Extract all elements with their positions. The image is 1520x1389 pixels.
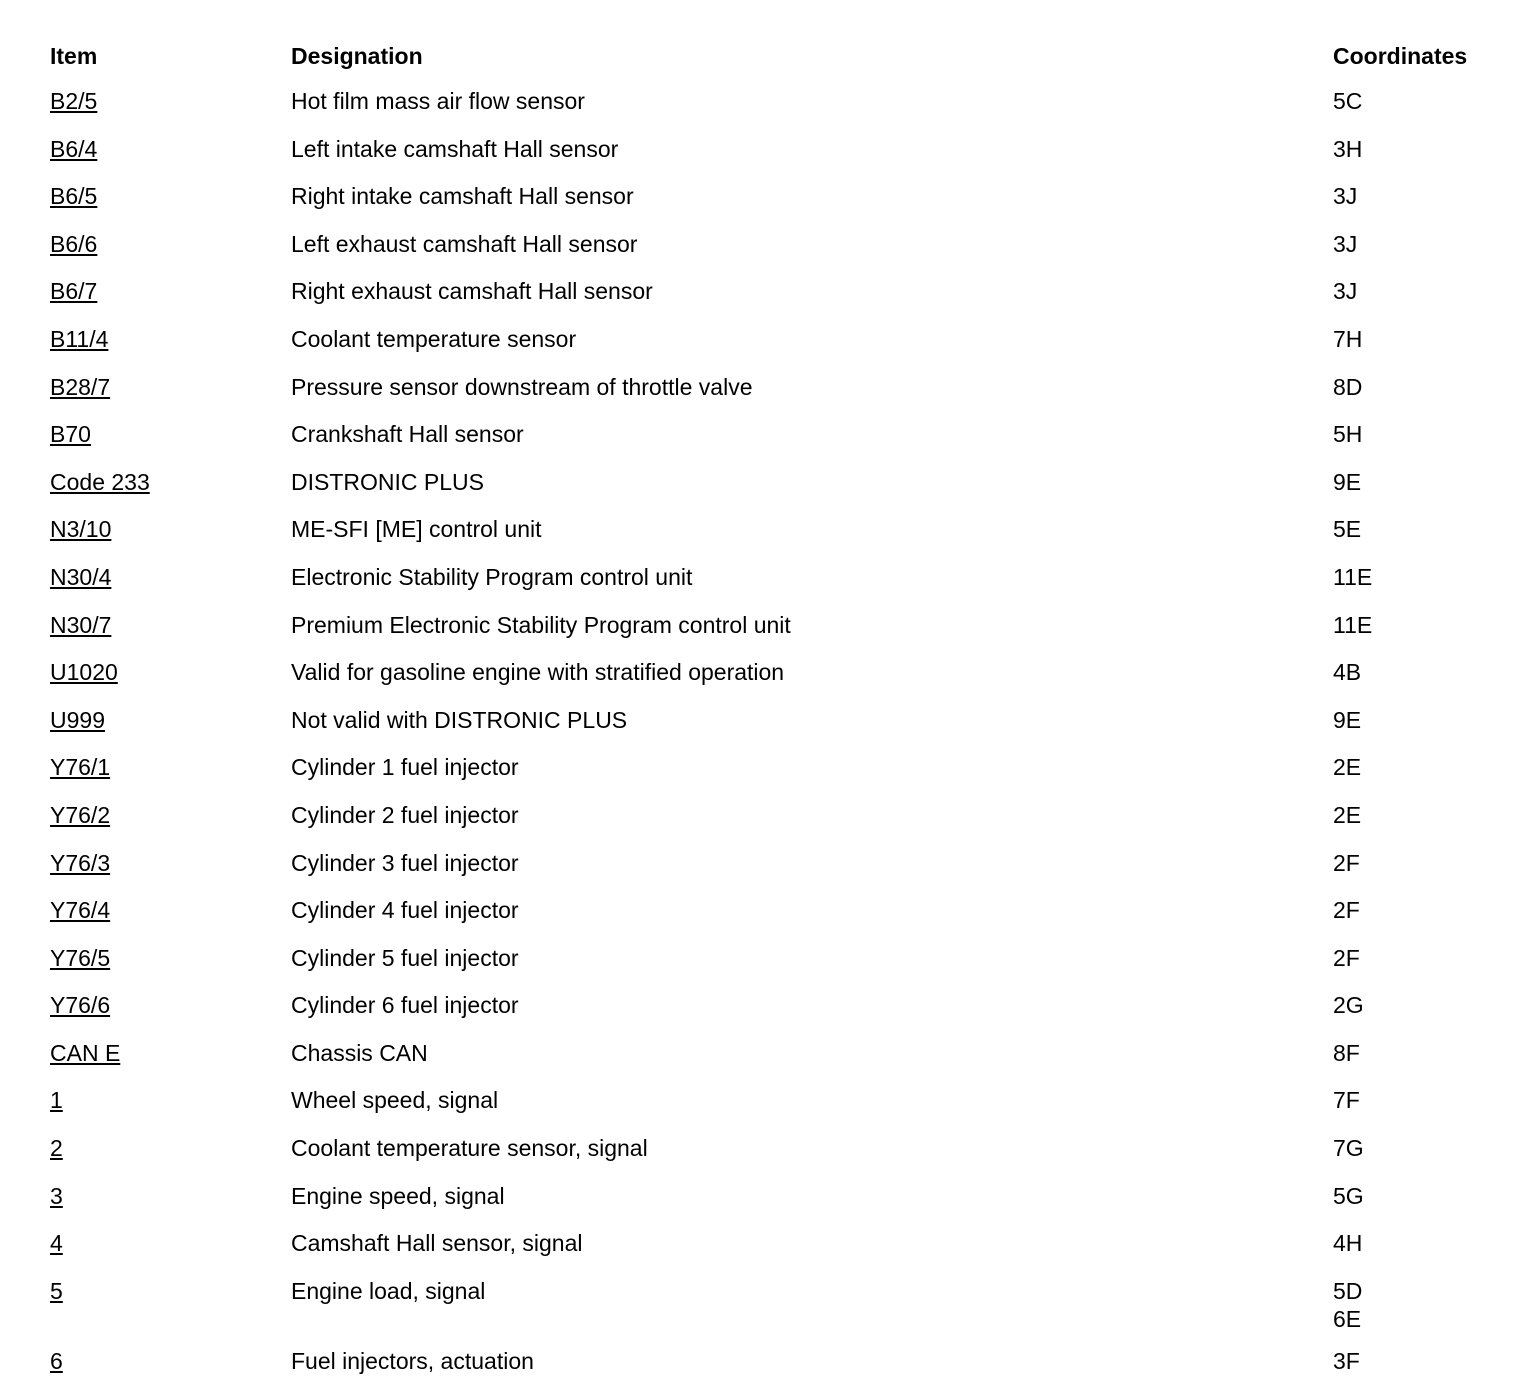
- coordinate-value: 2E: [1333, 801, 1362, 828]
- item-link[interactable]: Y76/5: [50, 944, 111, 971]
- item-link[interactable]: Y76/1: [50, 754, 111, 781]
- item-cell: [50, 1129, 291, 1177]
- item-cell: [50, 1272, 291, 1342]
- header-designation: Designation: [291, 43, 423, 69]
- item-link[interactable]: N30/4: [50, 563, 112, 590]
- designation-cell: Electronic Stability Program control unit: [291, 563, 693, 590]
- item-cell: [50, 130, 291, 178]
- coordinate-value: 9E: [1333, 468, 1362, 495]
- item-cell: [50, 844, 291, 892]
- designation-cell: DISTRONIC PLUS: [291, 468, 484, 495]
- coordinate-value: 5C: [1333, 88, 1363, 114]
- table-row: [50, 1342, 1493, 1389]
- table-row: [50, 558, 1493, 606]
- coordinate-value: 5H: [1333, 421, 1363, 448]
- coordinate-value: 11E: [1333, 563, 1373, 590]
- table-row: [50, 1034, 1493, 1082]
- coordinate-value: 2G: [1333, 992, 1364, 1019]
- table-row: [50, 796, 1493, 844]
- table-row: [50, 844, 1493, 892]
- coordinates-cell: [1333, 272, 1493, 320]
- table-row: [50, 320, 1493, 368]
- coordinate-value: 11E: [1333, 611, 1373, 638]
- table-row: [50, 415, 1493, 463]
- coordinate-value: 5D: [1333, 1277, 1363, 1304]
- coordinates-cell: [1333, 653, 1493, 701]
- coordinates-cell: [1333, 510, 1493, 558]
- coordinates-cell: [1333, 1272, 1493, 1342]
- table-row: [50, 1081, 1493, 1129]
- item-link[interactable]: 6: [50, 1347, 63, 1374]
- coordinate-value: 7H: [1333, 325, 1363, 352]
- item-link[interactable]: B6/7: [50, 278, 98, 305]
- item-link[interactable]: B6/6: [50, 230, 98, 257]
- table-row: [50, 463, 1493, 511]
- item-link[interactable]: B70: [50, 421, 91, 448]
- item-link[interactable]: Y76/3: [50, 849, 111, 876]
- coordinate-value: 4H: [1333, 1230, 1363, 1257]
- table-row: [50, 1224, 1493, 1272]
- designation-cell: Hot film mass air flow sensor: [291, 88, 585, 114]
- coordinate-value: 3J: [1333, 183, 1358, 210]
- table-row: [50, 130, 1493, 178]
- coordinate-value: 2F: [1333, 944, 1360, 971]
- designation-cell: Camshaft Hall sensor, signal: [291, 1230, 583, 1257]
- legend-table: [50, 36, 1493, 1389]
- coordinate-value: 6E: [1333, 1305, 1362, 1332]
- designation-cell: Cylinder 5 fuel injector: [291, 944, 519, 971]
- table-row: [50, 510, 1493, 558]
- item-cell: [50, 272, 291, 320]
- coordinates-cell: [1333, 701, 1493, 749]
- table-row: [50, 368, 1493, 416]
- item-cell: [50, 891, 291, 939]
- designation-cell: Left exhaust camshaft Hall sensor: [291, 230, 638, 257]
- table-row: [50, 891, 1493, 939]
- table-row: [50, 653, 1493, 701]
- item-cell: [50, 701, 291, 749]
- designation-cell: Right exhaust camshaft Hall sensor: [291, 278, 653, 305]
- item-cell: [50, 320, 291, 368]
- item-cell: [50, 558, 291, 606]
- item-cell: [50, 225, 291, 273]
- coordinate-value: 3J: [1333, 230, 1358, 257]
- designation-cell: Cylinder 1 fuel injector: [291, 754, 519, 781]
- designation-cell: Pressure sensor downstream of throttle valve: [291, 373, 753, 400]
- coordinates-cell: [1333, 1129, 1493, 1177]
- coordinate-value: 3H: [1333, 135, 1363, 162]
- item-link[interactable]: B6/4: [50, 135, 98, 162]
- designation-cell: Crankshaft Hall sensor: [291, 421, 524, 448]
- coordinates-cell: [1333, 130, 1493, 178]
- coordinate-value: 7F: [1333, 1087, 1360, 1114]
- item-cell: [50, 796, 291, 844]
- header-item: Item: [50, 43, 98, 69]
- item-link[interactable]: B11/4: [50, 325, 109, 352]
- legend-table-body: [50, 82, 1493, 1389]
- designation-cell: Premium Electronic Stability Program control unit: [291, 611, 791, 638]
- coordinates-cell: [1333, 796, 1493, 844]
- coordinate-value: 7G: [1333, 1135, 1364, 1162]
- coordinates-cell: [1333, 177, 1493, 225]
- item-link[interactable]: 4: [50, 1230, 63, 1257]
- item-cell: [50, 463, 291, 511]
- table-row: [50, 748, 1493, 796]
- item-cell: [50, 177, 291, 225]
- item-link[interactable]: 1: [50, 1087, 63, 1114]
- designation-cell: Cylinder 4 fuel injector: [291, 897, 519, 924]
- coordinates-cell: [1333, 1177, 1493, 1225]
- designation-cell: Left intake camshaft Hall sensor: [291, 135, 619, 162]
- designation-cell: Cylinder 3 fuel injector: [291, 849, 519, 876]
- table-row: [50, 1129, 1493, 1177]
- coordinates-cell: [1333, 463, 1493, 511]
- designation-cell: Fuel injectors, actuation: [291, 1347, 534, 1374]
- table-row: [50, 272, 1493, 320]
- header-row: [50, 36, 1493, 82]
- coordinates-cell: [1333, 1342, 1493, 1389]
- table-row: [50, 225, 1493, 273]
- table-row: [50, 986, 1493, 1034]
- item-cell: [50, 1342, 291, 1389]
- item-cell: [50, 606, 291, 654]
- item-cell: [50, 1081, 291, 1129]
- item-link[interactable]: B6/5: [50, 183, 98, 210]
- item-cell: [50, 415, 291, 463]
- coordinate-value: 5G: [1333, 1182, 1364, 1209]
- coordinates-cell: [1333, 891, 1493, 939]
- coordinates-cell: [1333, 82, 1493, 130]
- item-link[interactable]: B2/5: [50, 88, 98, 114]
- coordinate-value: 8D: [1333, 373, 1363, 400]
- coordinates-cell: [1333, 939, 1493, 987]
- coordinates-cell: [1333, 1081, 1493, 1129]
- coordinates-cell: [1333, 320, 1493, 368]
- item-link[interactable]: N30/7: [50, 611, 112, 638]
- designation-cell: Coolant temperature sensor, signal: [291, 1135, 648, 1162]
- item-link[interactable]: Y76/6: [50, 992, 111, 1019]
- coordinate-value: 8F: [1333, 1039, 1360, 1066]
- coordinates-cell: [1333, 368, 1493, 416]
- item-link[interactable]: B28/7: [50, 373, 111, 400]
- coordinate-value: 5E: [1333, 516, 1362, 543]
- item-cell: [50, 510, 291, 558]
- table-row: [50, 939, 1493, 987]
- item-cell: [50, 748, 291, 796]
- item-link[interactable]: 3: [50, 1182, 63, 1209]
- coordinate-value: 2E: [1333, 754, 1362, 781]
- designation-cell: Cylinder 6 fuel injector: [291, 992, 519, 1019]
- designation-cell: Coolant temperature sensor: [291, 325, 577, 352]
- item-link[interactable]: 5: [50, 1277, 63, 1304]
- item-cell: [50, 1177, 291, 1225]
- designation-cell: Valid for gasoline engine with stratified operation: [291, 659, 785, 686]
- item-cell: [50, 82, 291, 130]
- item-cell: [50, 368, 291, 416]
- item-link[interactable]: U1020: [50, 659, 118, 686]
- coordinates-cell: [1333, 225, 1493, 273]
- item-link[interactable]: U999: [50, 706, 105, 733]
- item-cell: [50, 653, 291, 701]
- designation-cell: Not valid with DISTRONIC PLUS: [291, 706, 628, 733]
- item-link[interactable]: Y76/2: [50, 801, 111, 828]
- designation-cell: ME-SFI [ME] control unit: [291, 516, 542, 543]
- coordinates-cell: [1333, 415, 1493, 463]
- designation-cell: Engine speed, signal: [291, 1182, 505, 1209]
- coordinate-value: 2F: [1333, 897, 1360, 924]
- item-link[interactable]: 2: [50, 1135, 63, 1162]
- coordinates-cell: [1333, 748, 1493, 796]
- designation-cell: Cylinder 2 fuel injector: [291, 801, 519, 828]
- legend-table-header: [50, 36, 1493, 82]
- item-cell: [50, 939, 291, 987]
- coordinate-value: 4B: [1333, 659, 1362, 686]
- item-cell: [50, 1224, 291, 1272]
- coordinates-cell: [1333, 1224, 1493, 1272]
- designation-cell: Chassis CAN: [291, 1039, 428, 1066]
- item-cell: [50, 1034, 291, 1082]
- designation-cell: Engine load, signal: [291, 1277, 486, 1304]
- coordinates-cell: [1333, 1034, 1493, 1082]
- coordinates-cell: [1333, 558, 1493, 606]
- item-link[interactable]: CAN E: [50, 1039, 121, 1066]
- table-row: [50, 1177, 1493, 1225]
- coordinates-cell: [1333, 606, 1493, 654]
- table-row: [50, 82, 1493, 130]
- coordinate-value: 2F: [1333, 849, 1360, 876]
- coordinate-value: 3J: [1333, 278, 1358, 305]
- table-row: [50, 1272, 1493, 1342]
- header-coordinates: Coordinates: [1333, 43, 1468, 69]
- item-link[interactable]: N3/10: [50, 516, 112, 543]
- designation-cell: Wheel speed, signal: [291, 1087, 499, 1114]
- coordinates-cell: [1333, 844, 1493, 892]
- designation-cell: Right intake camshaft Hall sensor: [291, 183, 634, 210]
- table-row: [50, 606, 1493, 654]
- coordinates-cell: [1333, 986, 1493, 1034]
- table-row: [50, 701, 1493, 749]
- item-link[interactable]: Y76/4: [50, 897, 111, 924]
- item-cell: [50, 986, 291, 1034]
- item-link[interactable]: Code 233: [50, 468, 150, 495]
- table-row: [50, 177, 1493, 225]
- coordinate-value: 9E: [1333, 706, 1362, 733]
- coordinate-value: 3F: [1333, 1347, 1360, 1374]
